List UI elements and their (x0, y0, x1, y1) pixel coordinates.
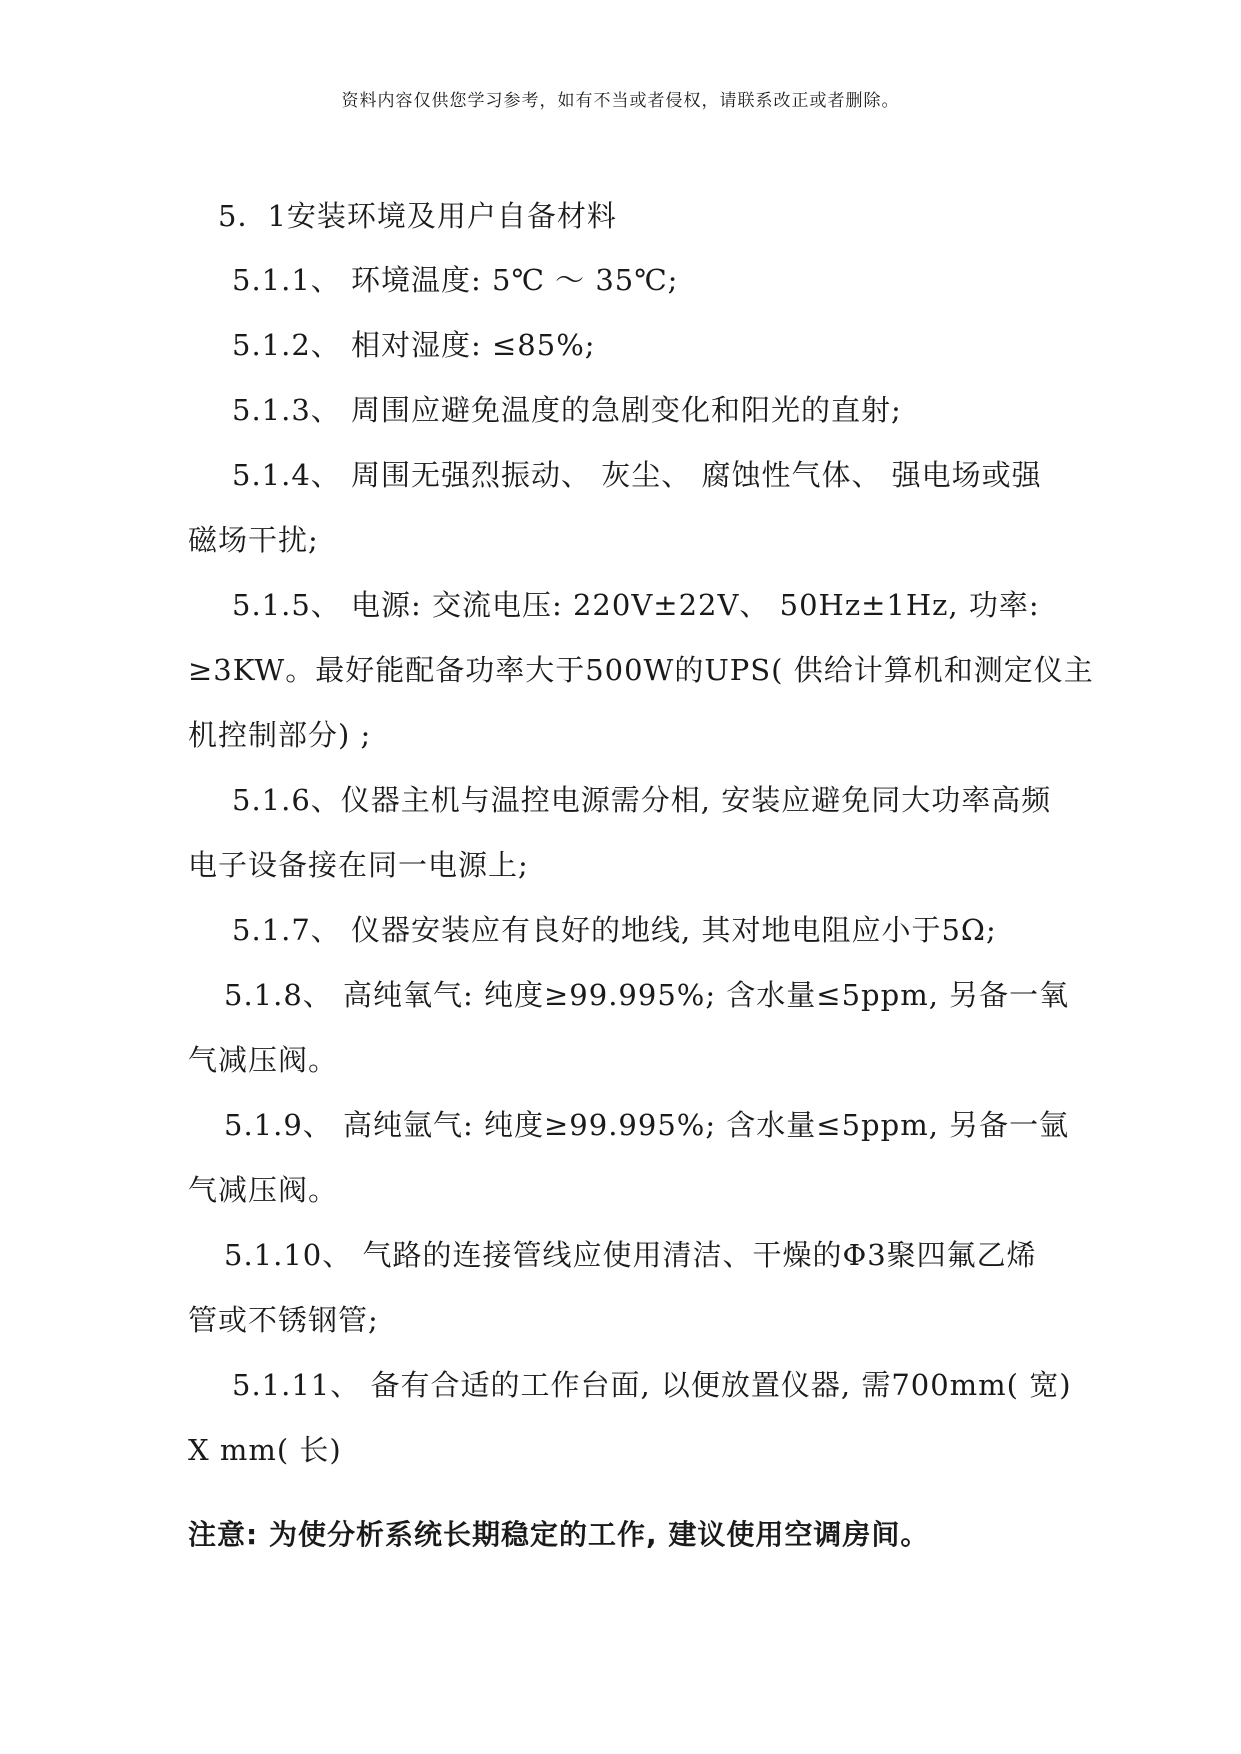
item-5-1-4-cont: 磁场干扰; (188, 523, 319, 557)
item-5-1-7: 5.1.7、 仪器安装应有良好的地线, 其对地电阻应小于5Ω; (232, 913, 997, 947)
item-5-1-10-cont: 管或不锈钢管; (188, 1303, 379, 1337)
item-5-1-11: 5.1.11、 备有合适的工作台面, 以便放置仪器, 需700mm( 宽) (232, 1368, 1072, 1402)
item-5-1-11-cont: X mm( 长) (188, 1433, 342, 1467)
item-5-1-5-cont: ≥3KW。最好能配备功率大于500W的UPS( 供给计算机和测定仪主 (188, 653, 1094, 687)
section-title: 5．1安装环境及用户自备材料 (218, 199, 617, 233)
item-5-1-9-cont: 气减压阀。 (188, 1173, 339, 1207)
item-5-1-6: 5.1.6、仪器主机与温控电源需分相, 安装应避免同大功率高频 (232, 783, 1052, 817)
item-5-1-10: 5.1.10、 气路的连接管线应使用清洁、干燥的Φ3聚四氟乙烯 (224, 1238, 1037, 1272)
item-5-1-8: 5.1.8、 高纯氧气: 纯度≥99.995%; 含水量≤5ppm, 另备一氧 (224, 978, 1070, 1012)
item-5-1-8-cont: 气减压阀。 (188, 1043, 339, 1077)
item-5-1-1: 5.1.1、 环境温度: 5℃ ～ 35℃; (232, 263, 679, 297)
item-5-1-5: 5.1.5、 电源: 交流电压: 220V±22V、 50Hz±1Hz, 功率: (232, 588, 1040, 622)
item-5-1-3: 5.1.3、 周围应避免温度的急剧变化和阳光的直射; (232, 393, 902, 427)
item-5-1-6-cont: 电子设备接在同一电源上; (188, 848, 529, 882)
item-5-1-5-cont2: 机控制部分) ; (188, 718, 372, 752)
item-5-1-4: 5.1.4、 周围无强烈振动、 灰尘、 腐蚀性气体、 强电场或强 (232, 458, 1042, 492)
note-text: 注意: 为使分析系统长期稳定的工作, 建议使用空调房间。 (188, 1518, 930, 1551)
item-5-1-9: 5.1.9、 高纯氩气: 纯度≥99.995%; 含水量≤5ppm, 另备一氩 (224, 1108, 1070, 1142)
item-5-1-2: 5.1.2、 相对湿度: ≤85%; (232, 328, 596, 362)
header-disclaimer: 资料内容仅供您学习参考，如有不当或者侵权，请联系改正或者删除。 (341, 91, 900, 111)
